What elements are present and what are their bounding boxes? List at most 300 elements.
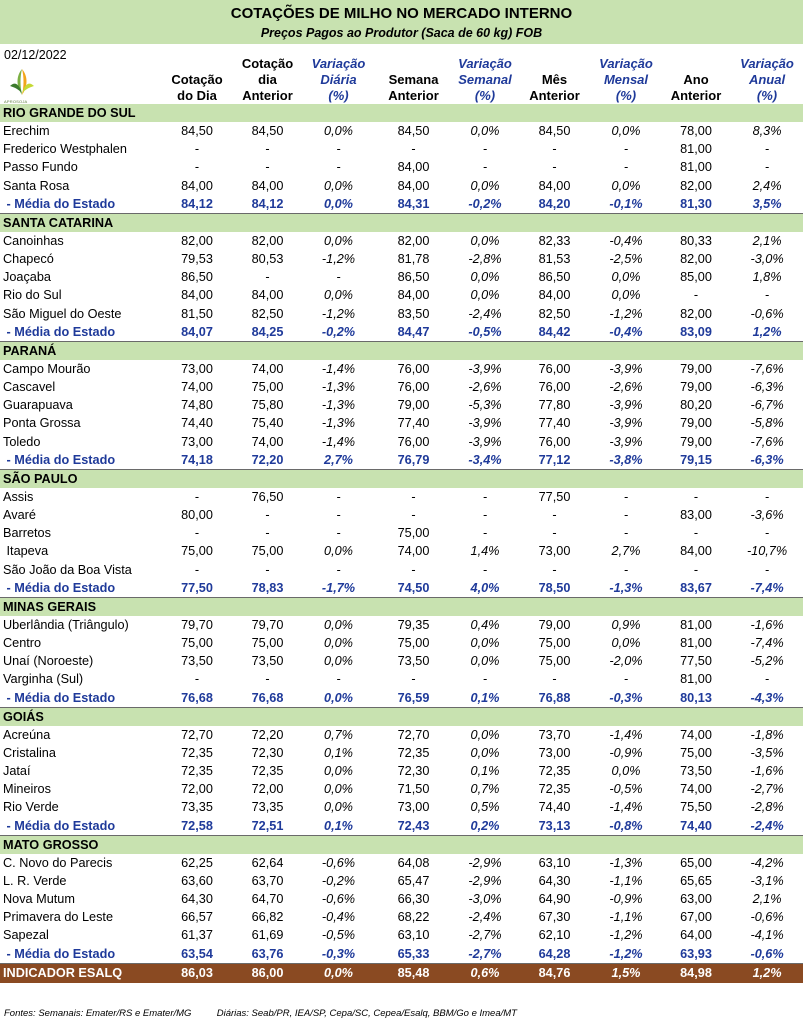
value-cell: 65,33 [375,944,452,963]
value-cell: - [411,142,416,157]
value-cell: 0,0% [470,727,500,742]
value-cell: -3,9% [468,416,502,431]
value-cell: - [764,288,770,303]
state-average-row [0,323,803,342]
aprosoja-logo-icon [5,66,39,98]
value-cell: -0,4% [321,910,356,925]
value-cell: -1,4% [609,727,643,742]
column-header-line: Anual [748,72,786,87]
value-cell: -0,5% [609,782,643,797]
value-cell: 63,10 [397,928,430,943]
value-cell: 0,0% [470,636,500,651]
row-label: Acreúna [3,727,51,742]
value-cell: -1,8% [750,727,784,742]
value-cell: 82,00 [680,252,712,267]
row-label: Nova Mutum [3,892,75,907]
column-header-line: Anterior [670,88,722,103]
value-cell: 65,65 [680,873,712,888]
value-cell: 82,50 [251,306,284,321]
city-row [0,250,803,268]
value-cell: -2,7% [468,928,502,943]
value-cell: -1,2% [591,944,661,963]
value-cell: 65,47 [397,873,430,888]
column-header-line: Diária [320,72,357,87]
value-cell: 77,40 [538,416,571,431]
value-cell: 0,0% [324,234,353,249]
value-cell: 73,00 [538,544,571,559]
value-cell: -1,3% [321,416,356,431]
value-cell: 72,51 [233,816,302,835]
value-cell: 74,00 [397,544,430,559]
value-cell: 76,00 [397,380,430,395]
row-label: Rio Verde [3,800,59,815]
row-label: Primavera do Leste [3,910,114,925]
value-cell: - [265,142,270,157]
state-average-row [0,579,803,598]
value-cell: 72,00 [181,782,213,797]
value-cell: 1,2% [731,323,803,342]
city-row [0,561,803,579]
value-cell: - [411,672,416,687]
row-label: - Média do Estado [0,323,161,342]
value-cell: -1,7% [302,579,375,598]
city-row [0,616,803,634]
value-cell: 63,10 [538,855,571,870]
value-cell: 4,0% [452,579,518,598]
value-cell: 73,00 [181,362,213,377]
value-cell: -0,5% [452,323,518,342]
state-average-row [0,816,803,835]
value-cell: 82,00 [680,306,712,321]
value-cell: 2,7% [302,451,375,470]
value-cell: 0,0% [611,288,641,303]
value-cell: -1,6% [750,764,784,779]
value-cell: 76,68 [233,689,302,708]
value-cell: 82,50 [538,306,571,321]
row-label: C. Novo do Parecis [3,855,113,870]
city-row [0,268,803,286]
value-cell: - [764,562,770,577]
column-header-line: (%) [615,88,637,103]
value-cell: 84,50 [538,124,571,139]
value-cell: - [552,526,557,541]
value-cell: -7,6% [750,434,784,449]
value-cell: 64,30 [538,873,571,888]
value-cell: 2,1% [752,234,782,249]
column-header-line: (%) [328,88,349,103]
state-average-row [0,944,803,963]
state-row [0,104,803,122]
state-row [0,597,803,616]
value-cell: 63,54 [161,944,233,963]
value-cell: 74,00 [181,380,213,395]
value-cell: 0,0% [470,234,500,249]
value-cell: 0,0% [324,800,353,815]
value-cell: 72,35 [538,764,571,779]
value-cell: 84,00 [251,178,284,193]
row-label: Cascavel [3,380,56,395]
row-label: Campo Mourão [3,362,91,377]
value-cell: -0,4% [609,234,643,249]
page-title: COTAÇÕES DE MILHO NO MERCADO INTERNO [230,5,573,22]
value-cell: 66,30 [397,892,430,907]
value-cell: 0,9% [611,618,641,632]
value-cell: 64,90 [538,892,571,907]
value-cell: 0,0% [470,270,500,285]
value-cell: 84,76 [518,963,591,983]
state-name: PARANÁ [0,341,803,360]
row-label: Jataí [3,764,31,779]
value-cell: 0,2% [452,816,518,835]
city-row [0,158,803,176]
value-cell: -1,4% [321,362,356,377]
value-cell: 0,0% [302,195,375,214]
row-label: - Média do Estado [0,579,161,598]
value-cell: 73,00 [538,745,571,760]
value-cell: - [194,562,200,577]
value-cell: 74,40 [661,816,731,835]
value-cell: 0,0% [324,288,353,303]
value-cell: - [764,142,770,157]
value-cell: - [336,490,341,505]
city-row [0,542,803,560]
row-label: Guarapuava [3,398,73,413]
value-cell: -7,4% [750,636,784,651]
column-header-line: Anterior [242,88,293,103]
value-cell: 73,00 [397,800,430,815]
value-cell: 76,68 [161,689,233,708]
value-cell: 84,42 [518,323,591,342]
city-row [0,232,803,250]
value-cell: 3,5% [731,195,803,214]
value-cell: -5,3% [468,398,502,413]
value-cell: 81,00 [680,672,712,687]
value-cell: 73,50 [680,764,712,779]
value-cell: 86,50 [397,270,430,285]
value-cell: 84,00 [538,178,571,193]
value-cell: - [265,508,270,523]
value-cell: 79,00 [680,380,712,395]
column-header [375,48,452,104]
value-cell: - [336,672,341,687]
city-row [0,854,803,872]
value-cell: - [336,526,341,541]
value-cell: -2,8% [468,252,502,267]
value-cell: 75,00 [680,745,712,760]
value-cell: 72,35 [538,782,571,797]
value-cell: 79,00 [538,618,571,632]
value-cell: 73,50 [181,654,213,669]
value-cell: - [482,160,488,175]
value-cell: 84,00 [397,178,430,193]
row-label: - Média do Estado [0,944,161,963]
value-cell: 72,30 [251,745,284,760]
value-cell: 65,00 [680,855,712,870]
row-label: Ponta Grossa [3,416,81,431]
value-cell: 73,50 [397,654,430,669]
city-row [0,908,803,926]
value-cell: 0,0% [611,636,641,651]
value-cell: 66,82 [251,910,284,925]
value-cell: 62,64 [251,855,284,870]
state-name: RIO GRANDE DO SUL [0,104,803,122]
value-cell: 74,00 [251,434,284,449]
value-cell: 63,93 [661,944,731,963]
value-cell: - [482,490,488,505]
value-cell: - [265,160,270,175]
value-cell: 0,0% [611,178,641,193]
value-cell: 81,30 [661,195,731,214]
value-cell: 72,70 [181,727,213,742]
value-cell: 75,00 [251,636,284,651]
value-cell: 76,00 [397,434,430,449]
value-cell: 77,80 [538,398,571,413]
value-cell: 0,0% [324,618,353,632]
value-cell: 63,70 [251,873,284,888]
value-cell: 84,50 [397,124,430,139]
value-cell: 74,00 [251,362,284,377]
indicator-row [0,963,803,983]
value-cell: - [623,160,629,175]
value-cell: -2,4% [731,816,803,835]
value-cell: 0,0% [324,782,353,797]
column-header-line: Mensal [603,72,649,87]
value-cell: -2,6% [468,380,502,395]
value-cell: 0,1% [324,745,353,760]
state-name: GOIÁS [0,707,803,726]
value-cell: 1,8% [752,270,782,285]
value-cell: -3,0% [468,892,502,907]
value-cell: - [194,142,200,157]
value-cell: - [764,160,770,175]
value-cell: 82,00 [680,178,712,193]
value-cell: 64,30 [181,892,213,907]
value-cell: - [623,508,629,523]
value-cell: 73,35 [181,800,213,815]
city-row [0,762,803,780]
row-label: Avaré [3,508,36,523]
value-cell: 75,00 [538,636,571,651]
value-cell: -3,5% [750,745,784,760]
value-cell: 0,6% [452,963,518,983]
value-cell: - [482,526,488,541]
value-cell: 80,53 [251,252,284,267]
value-cell: 77,12 [518,451,591,470]
value-cell: -0,6% [750,910,784,925]
value-cell: 81,00 [680,618,712,632]
row-label: Mineiros [3,782,51,797]
value-cell: -0,1% [591,195,661,214]
value-cell: 72,20 [251,727,284,742]
quotes-table [0,104,803,983]
value-cell: 72,20 [233,451,302,470]
column-header-line: dia [258,72,277,87]
value-cell: 72,70 [397,727,430,742]
value-cell: - [336,160,341,175]
value-cell: -3,9% [609,434,643,449]
value-cell: 84,00 [397,160,430,175]
value-cell: 0,1% [470,764,500,779]
value-cell: -3,6% [750,508,784,523]
value-cell: - [265,562,270,577]
value-cell: 62,10 [538,928,571,943]
value-cell: -1,6% [750,618,784,632]
state-name: SANTA CATARINA [0,213,803,232]
value-cell: 79,00 [680,434,712,449]
value-cell: -0,6% [731,944,803,963]
value-cell: -0,4% [591,323,661,342]
value-cell: 1,5% [591,963,661,983]
value-cell: 86,50 [181,270,213,285]
value-cell: -1,2% [609,306,643,321]
value-cell: -1,4% [321,434,356,449]
city-row [0,926,803,944]
value-cell: 2,7% [611,544,641,559]
value-cell: 76,59 [375,689,452,708]
value-cell: - [265,672,270,687]
column-header-line: (%) [756,88,778,103]
value-cell: 79,15 [661,451,731,470]
value-cell: -0,3% [302,944,375,963]
column-header-line: Variação [599,56,653,71]
value-cell: 0,0% [470,124,500,139]
value-cell: 0,1% [302,816,375,835]
value-cell: - [693,288,699,303]
value-cell: 79,70 [181,618,213,632]
column-header-line: do Dia [177,88,217,103]
value-cell: 84,47 [375,323,452,342]
value-cell: 84,98 [661,963,731,983]
value-cell: 74,00 [680,782,712,797]
value-cell: 73,13 [518,816,591,835]
value-cell: 75,00 [397,636,430,651]
row-label: Varginha (Sul) [3,672,84,687]
value-cell: 79,70 [251,618,284,632]
value-cell: -0,5% [321,928,356,943]
value-cell: 0,7% [324,727,353,742]
value-cell: - [552,160,557,175]
value-cell: 84,00 [251,288,284,303]
value-cell: -3,9% [468,434,502,449]
value-cell: 0,0% [324,636,353,651]
value-cell: 75,00 [538,654,571,669]
city-row [0,890,803,908]
value-cell: 82,33 [538,234,571,249]
value-cell: 1,4% [470,544,500,559]
row-label: Rio do Sul [3,288,62,303]
column-header-line: Variação [311,56,366,71]
value-cell: - [411,508,416,523]
value-cell: -0,9% [609,745,643,760]
value-cell: 2,4% [752,178,782,193]
value-cell: 82,00 [251,234,284,249]
value-cell: - [194,526,200,541]
value-cell: 72,43 [375,816,452,835]
value-cell: - [194,672,200,687]
value-cell: 75,00 [397,526,430,541]
value-cell: 75,00 [251,380,284,395]
value-cell: 80,33 [680,234,712,249]
value-cell: -2,4% [468,910,502,925]
row-label: Frederico Westphalen [3,142,127,157]
value-cell: 72,35 [397,745,430,760]
logo-wordmark: APROSOJA [4,99,28,104]
value-cell: -0,3% [591,689,661,708]
value-cell: -4,3% [731,689,803,708]
value-cell: 0,0% [470,745,500,760]
value-cell: 84,12 [233,195,302,214]
value-cell: -1,1% [609,910,643,925]
value-cell: 76,00 [538,380,571,395]
value-cell: 73,70 [538,727,571,742]
value-cell: -6,7% [750,398,784,413]
value-cell: -2,4% [468,306,502,321]
value-cell: 84,00 [181,178,213,193]
value-cell: - [764,526,770,541]
value-cell: 78,00 [680,124,712,139]
value-cell: 76,00 [397,362,430,377]
value-cell: 79,35 [397,618,430,632]
value-cell: 84,00 [680,544,712,559]
value-cell: 84,12 [161,195,233,214]
column-header [518,48,591,104]
value-cell: 84,25 [233,323,302,342]
value-cell: 0,0% [611,764,641,779]
row-label: São João da Boa Vista [3,562,132,577]
value-cell: - [194,490,200,505]
value-cell: -0,2% [321,873,356,888]
value-cell: -1,2% [321,306,356,321]
value-cell: -2,5% [609,252,643,267]
value-cell: - [764,672,770,687]
value-cell: 0,0% [324,654,353,669]
value-cell: -0,6% [321,892,356,907]
row-label: INDICADOR ESALQ [0,963,161,983]
value-cell: 0,1% [452,689,518,708]
column-header-line: Semanal [458,72,512,87]
value-cell: 74,00 [680,727,712,742]
row-label: - Média do Estado [0,195,161,214]
column-header [661,48,731,104]
city-row [0,634,803,652]
state-row [0,469,803,488]
value-cell: 82,00 [181,234,213,249]
value-cell: 1,2% [731,963,803,983]
value-cell: - [336,270,341,285]
value-cell: - [623,490,629,505]
value-cell: - [336,508,341,523]
city-row [0,780,803,798]
value-cell: - [411,490,416,505]
value-cell: 85,00 [680,270,712,285]
value-cell: -3,8% [591,451,661,470]
value-cell: 64,28 [518,944,591,963]
value-cell: 84,00 [538,288,571,303]
value-cell: 86,03 [161,963,233,983]
row-label: Unaí (Noroeste) [3,654,94,669]
value-cell: 72,30 [397,764,430,779]
value-cell: 72,35 [181,764,213,779]
value-cell: -3,9% [609,362,643,377]
value-cell: -7,4% [731,579,803,598]
value-cell: 76,88 [518,689,591,708]
city-row [0,872,803,890]
column-header-line: Mês [541,72,568,87]
column-header-line: Variação [740,56,794,71]
value-cell: 76,50 [251,490,284,505]
value-cell: -1,2% [609,928,643,943]
state-row [0,341,803,360]
